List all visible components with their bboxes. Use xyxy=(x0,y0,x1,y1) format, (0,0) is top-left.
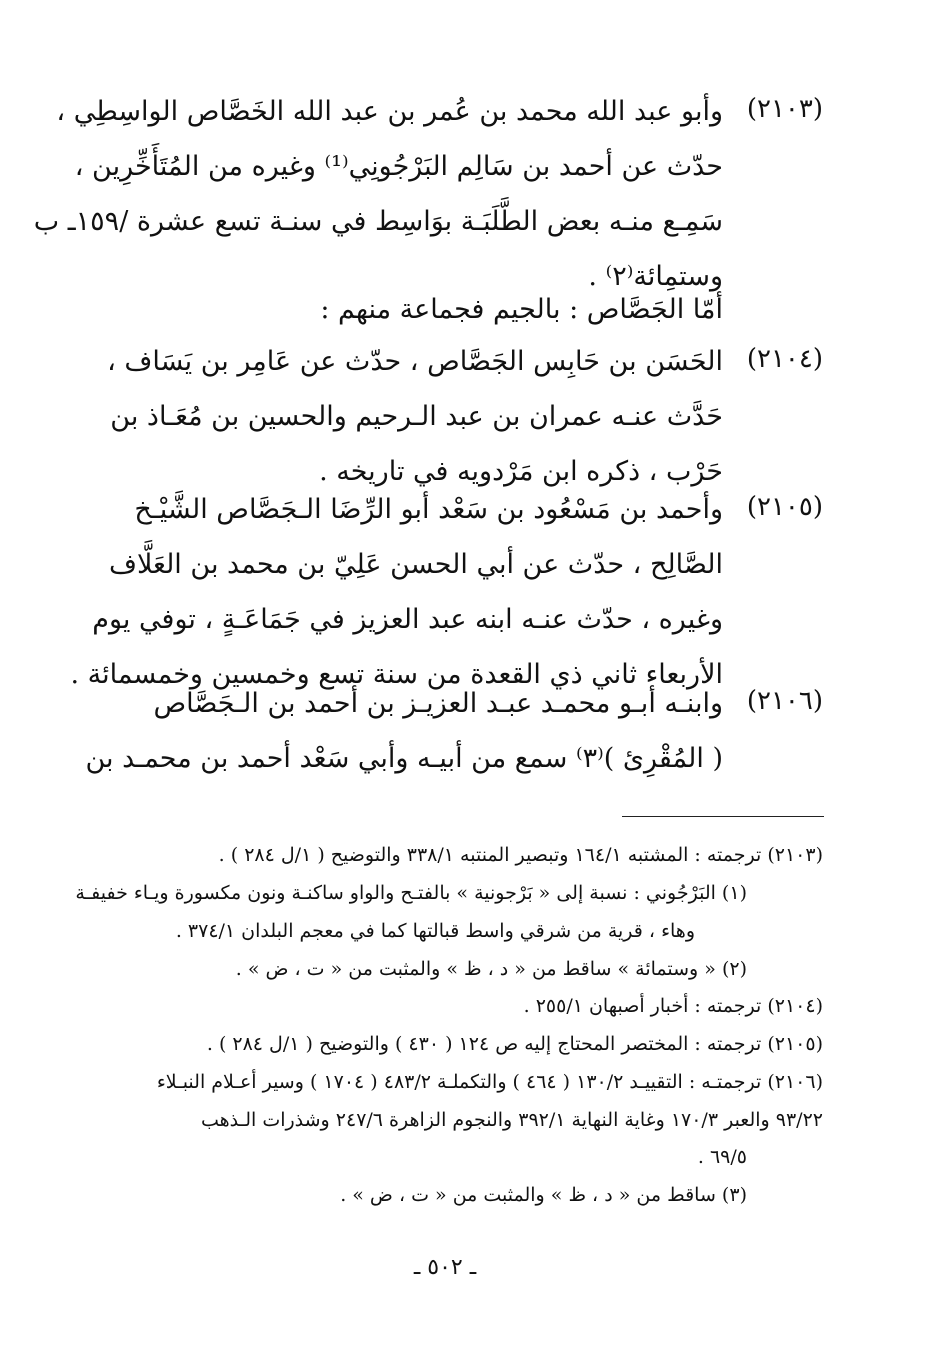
section-heading: أمّا الجَصَّاص : بالجيم فجماعة منهم : xyxy=(320,294,723,325)
entry-2105 xyxy=(70,482,723,702)
footnote: (٢١٠٦) ترجمتـه : التقييـد ١٣٠/٢ ( ٤٦٤ ) والتكملـة ٤٨٣/٢ ( ١٧٠٤ ) وسير أعـلام النبـلاء xyxy=(156,1071,823,1093)
entry-line: الأربعاء ثاني ذي القعدة من سنة تسع وخمسين وخمسمائة . xyxy=(70,659,723,690)
entry-number: (٢١٠٤) xyxy=(746,344,823,374)
entry-2104 xyxy=(107,334,723,499)
entry-line: وابنـه أبـو محمـد عبـد العزيـز بن أحمد بن الـجَصَّاص xyxy=(153,688,723,719)
footnote: (٢١٠٣) ترجمته : المشتبه ١٦٤/١ وتبصير المنتبه ٣٣٨/١ والتوضيح ( ١/ل ٢٨٤ ) . xyxy=(218,844,823,866)
entry-2103 xyxy=(33,84,723,304)
entry-line: الصَّالِح ، حدّث عن أبي الحسن عَلِيّ بن محمد بن العَلَّاف xyxy=(108,549,723,580)
entry-line: وأبو عبد الله محمد بن عُمر بن عبد الله الخَصَّاص الواسِطِي ، xyxy=(56,96,723,127)
page-number: ـ ٥٠٢ ـ xyxy=(413,1255,477,1280)
entry-line: وستمِائة⁽٢⁾ . xyxy=(588,261,723,292)
footnote: وهاء ، قرية من شرقي واسط قبالتها كما في معجم البلدان ٣٧٤/١ . xyxy=(175,920,695,942)
footnote: ٦٩/٥ . xyxy=(697,1146,747,1168)
footnote: (٢١٠٤) ترجمته : أخبار أصبهان ٢٥٥/١ . xyxy=(523,995,823,1017)
entry-line: وأحمد بن مَسْعُود بن سَعْد أبو الرِّضَا الـجَصَّاص الشَّيْـخ xyxy=(134,494,723,525)
footnote: ٩٣/٢٢ والعبر ١٧٠/٣ وغاية النهاية ٣٩٢/١ والنجوم الزاهرة ٢٤٧/٦ وشذرات الـذهب xyxy=(201,1109,823,1131)
entry-line: حَرْب ، ذكره ابن مَرْدويه في تاريخه . xyxy=(319,456,723,487)
footnote: (٢) « وستمائة » ساقط من « د ، ظ » والمثبت من « ت ، ض » . xyxy=(235,958,747,980)
entry-line: حدّث عن أحمد بن سَالِم البَرْجُونِي⁽¹⁾ وغيره من المُتَأَخِّرِين ، xyxy=(74,151,723,182)
footnote: (٣) ساقط من « د ، ظ » والمثبت من « ت ، ض » . xyxy=(340,1184,747,1206)
entry-line: ( المُقْرِئ )⁽٣⁾ سمع من أبيـه وأبي سَعْد أحمد بن محمـد بن xyxy=(85,743,723,774)
entry-line: الحَسَن بن حَابِس الجَصَّاص ، حدّث عن عَامِر بن يَسَاف ، xyxy=(107,346,723,377)
footnote: (١) البَرْجُوني : نسبة إلى « بَرْجونية » بالفتـح والواو ساكنـة ونون مكسورة ويـاء خفيفـة xyxy=(75,882,747,904)
entry-2106 xyxy=(85,676,723,786)
entry-line: حَدَّث عنـه عمران بن عبد الـرحيم والحسين بن مُعَـاذ بن xyxy=(110,401,723,432)
entry-number: (٢١٠٣) xyxy=(746,94,823,124)
entry-line: سَمِـع منـه بعض الطَّلَبَـة بوَاسِط في سنـة تسع عشرة /١٥٩ـ ب xyxy=(33,206,723,237)
footnote: (٢١٠٥) ترجمته : المختصر المحتاج إليه ص ١٢٤ ( ٤٣٠ ) والتوضيح ( ١/ل ٢٨٤ ) . xyxy=(206,1033,823,1055)
footnote-separator xyxy=(622,816,824,817)
entry-number: (٢١٠٥) xyxy=(746,492,823,522)
entry-number: (٢١٠٦) xyxy=(746,686,823,716)
entry-line: وغيره ، حدّث عنـه ابنه عبد العزيز في جَمَاعَـةٍ ، توفي يوم xyxy=(92,604,723,635)
